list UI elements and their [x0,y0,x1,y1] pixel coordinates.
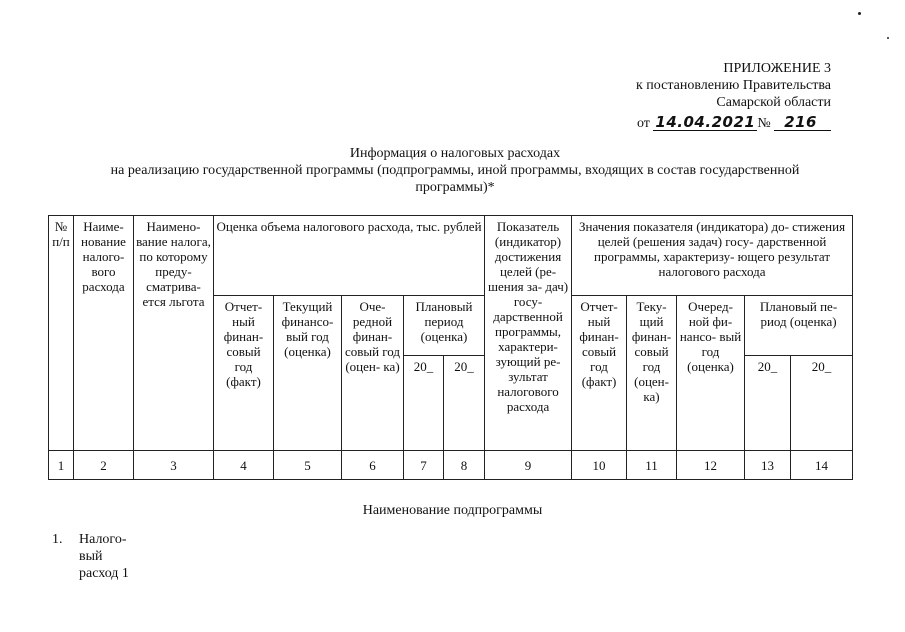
column-number: 12 [677,451,745,480]
list-item-line: расход 1 [79,566,129,581]
column-number: 14 [791,451,853,480]
column-number: 5 [274,451,342,480]
header-val-report-year: Отчет- ный финан- совый год (факт) [572,296,627,451]
column-number: 6 [342,451,404,480]
header-indicator-values: Значения показателя (индикатора) до- стижения целей (решения задач) госу- дарственной программы, характеризу- ющего результат налогового расхода [572,216,853,296]
number-label: № [757,116,771,131]
scan-speck [858,12,861,15]
header-num: № п/п [49,216,74,451]
handwritten-date: 14.04.2021 [655,113,756,131]
list-item-line: вый [79,549,103,564]
scan-speck [887,37,889,39]
header-val-current-year: Теку- щий финан- совый год (оцен- ка) [627,296,677,451]
column-number: 11 [627,451,677,480]
appendix-line-2: Самарской области [716,95,831,110]
header-val-year-1: 20_ [745,356,791,451]
header-tax-name: Наимено- вание налога, по которому преду- сматрива- ется льгота [134,216,214,451]
heading-line-3: программы)* [415,180,495,195]
column-number: 9 [485,451,572,480]
header-expenditure-name: Наиме- нование налого- вого расхода [74,216,134,451]
column-number: 2 [74,451,134,480]
list-item-text [79,531,129,582]
header-val-plan-period: Плановый пе- риод (оценка) [745,296,853,356]
appendix-date-line [636,114,831,132]
from-label: от [636,116,650,131]
header-est-current-year: Текущий финансо- вый год (оценка) [274,296,342,451]
heading-line-1: Информация о налоговых расходах [349,146,561,161]
list-item-number: 1. [52,532,63,547]
column-number: 3 [134,451,214,480]
list-item-line: Налого- [79,532,127,547]
header-est-year-1: 20_ [404,356,444,451]
column-number: 4 [214,451,274,480]
subprogram-title: Наименование подпрограммы [362,503,543,518]
heading-line-2: на реализацию государственной программы (подпрограммы, иной программы, входящих в состав государственной [110,163,800,178]
tax-expenditure-table [48,215,853,480]
column-number: 10 [572,451,627,480]
appendix-line-1: к постановлению Правительства [635,78,831,93]
header-val-year-2: 20_ [791,356,853,451]
header-val-next-year: Очеред- ной фи- нансо- вый год (оценка) [677,296,745,451]
appendix-title: ПРИЛОЖЕНИЕ 3 [723,61,831,76]
handwritten-number: 216 [774,114,831,131]
header-est-plan-period: Плановый период (оценка) [404,296,485,356]
column-number: 8 [444,451,485,480]
header-est-year-2: 20_ [444,356,485,451]
column-number: 1 [49,451,74,480]
appendix-block [636,60,831,132]
header-est-report-year: Отчет- ный финан- совый год (факт) [214,296,274,451]
header-est-next-year: Оче- редной финан- совый год (оцен- ка) [342,296,404,451]
column-number: 13 [745,451,791,480]
column-number: 7 [404,451,444,480]
header-estimate: Оценка объема налогового расхода, тыс. рублей [214,216,485,296]
header-indicator: Показатель (индикатор) достижения целей (ре- шения за- дач) госу- дарственной программы, характери- зующий ре- зультат налогового расхода [485,216,572,451]
document-heading [40,145,870,196]
